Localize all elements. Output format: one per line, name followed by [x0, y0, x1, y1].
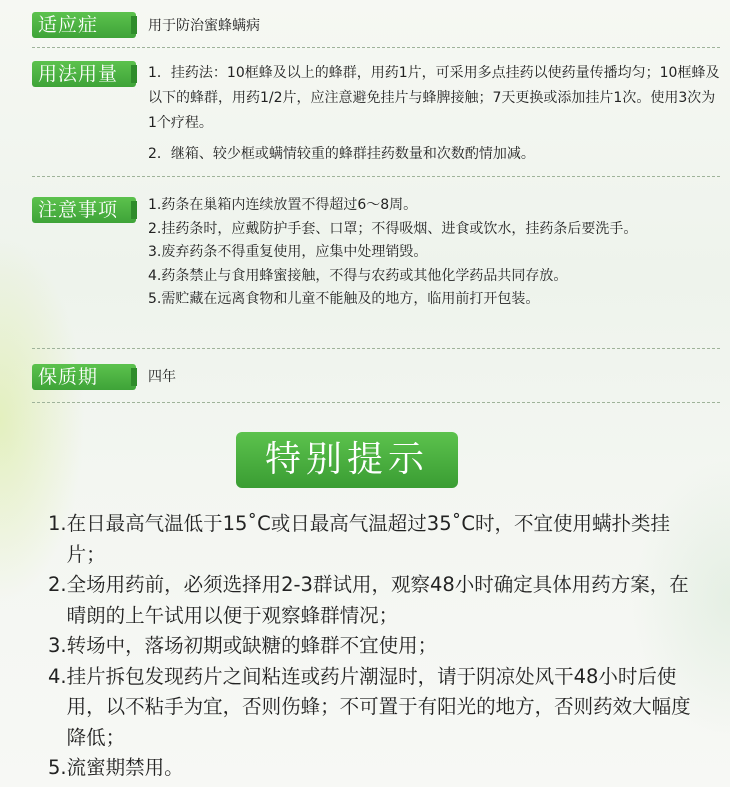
tip-number: 5. [48, 756, 67, 779]
tip-text: 挂片拆包发现药片之间粘连或药片潮湿时，请于阴凉处风干48小时后使用，以不粘手为宜，否则伤蜂；不可置于有阳光的地方，否则药效大幅度降低； [66, 664, 691, 749]
tip-text: 在日最高气温低于15˚C或日最高气温超过35˚C时，不宜使用螨扑类挂片； [66, 512, 670, 566]
shelf-life-label: 保质期 [32, 364, 136, 390]
usage-label: 用法用量 [32, 61, 136, 87]
tip-item [48, 509, 700, 570]
usage-paragraph: 2．继箱、较少框或螨情较重的蜂群挂药数量和次数酌情加减。 [148, 146, 535, 162]
section-divider [32, 176, 720, 177]
tip-number: 3. [48, 634, 67, 657]
cautions-label: 注意事项 [32, 197, 136, 223]
tip-text: 全场用药前，必须选择用2-3群试用，观察48小时确定具体用药方案，在晴朗的上午试用以便于观察蜂群情况； [66, 573, 689, 627]
tip-number: 2. [48, 573, 67, 596]
caution-item: 3.废弃药条不得重复使用，应集中处理销毁。 [148, 244, 428, 260]
usage-text [148, 61, 720, 167]
tip-number: 1. [48, 512, 67, 535]
tip-text: 流蜜期禁用。 [66, 756, 184, 779]
tip-item [48, 662, 700, 754]
tip-text: 转场中，落场初期或缺糖的蜂群不宜使用； [66, 634, 438, 657]
caution-item: 5.需贮藏在远离食物和儿童不能触及的地方，临用前打开包装。 [148, 291, 540, 307]
caution-item: 4.药条禁止与食用蜂蜜接触，不得与农药或其他化学药品共同存放。 [148, 267, 568, 284]
section-divider [32, 402, 720, 403]
caution-item: 2.挂药条时，应戴防护手套、口罩；不得吸烟、进食或饮水，挂药条后要洗手。 [148, 220, 638, 237]
section-divider [32, 47, 720, 48]
tip-item [48, 631, 700, 662]
special-tips-list [48, 509, 700, 784]
special-tips-title: 特别提示 [236, 432, 458, 488]
shelf-life-text: 四年 [148, 369, 176, 385]
tip-item [48, 570, 700, 631]
indication-text: 用于防治蜜蜂螨病 [148, 18, 260, 34]
tip-number: 4. [48, 664, 67, 688]
usage-paragraph: 1．挂药法：10框蜂及以上的蜂群，用药1片，可采用多点挂药以使药量传播均匀；10框蜂及以下的蜂群，用药1/2片，应注意避免挂片与蜂脾接触；7天更换或添加挂片1次。使用3次为1个疗程。 [148, 65, 720, 131]
section-divider [32, 348, 720, 349]
cautions-list [148, 194, 720, 312]
indication-label: 适应症 [32, 12, 136, 38]
caution-item: 1.药条在巢箱内连续放置不得超过6～8周。 [148, 197, 418, 213]
tip-item [48, 753, 700, 784]
